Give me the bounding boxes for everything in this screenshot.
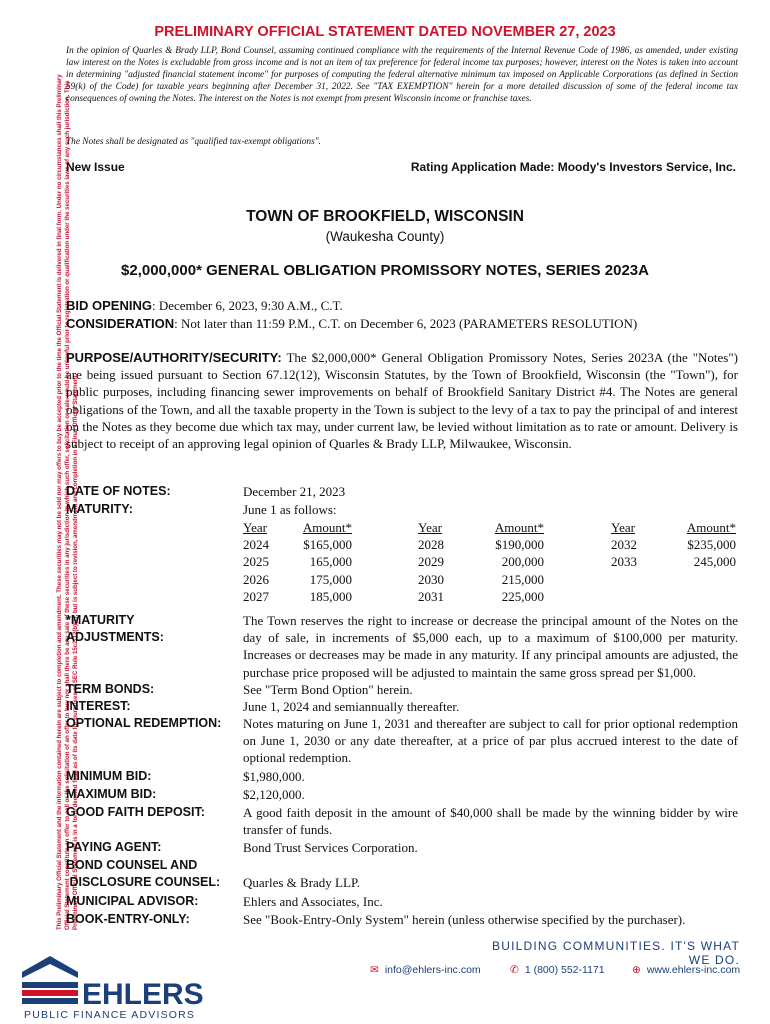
maturity-years-col-3 [611,519,637,571]
paying-agent-label: PAYING AGENT: [66,840,162,854]
globe-icon: ⊕ [632,964,641,976]
amount-header: Amount* [686,520,736,535]
maturity-year: 2026 [243,571,269,587]
issue-title: $2,000,000* GENERAL OBLIGATION PROMISSORY NOTES, SERIES 2023A [121,262,649,279]
optional-redemption-value: Notes maturing on June 1, 2031 and thereafter are subject to call for prior optional redemption on June 1, 2030 or any date thereafter, at a price of par plus accrued interest to the date of optional redemption. [243,716,738,766]
ehlers-logo [14,942,214,1020]
maturity-label: MATURITY: [66,502,133,516]
maturity-year: 2025 [243,554,269,570]
minimum-bid-value: $1,980,000. [243,769,305,784]
maximum-bid-label: MAXIMUM BID: [66,787,157,801]
new-issue-label: New Issue [66,160,125,174]
preliminary-notice-sidebar [4,60,79,930]
maturity-amount: 225,000 [501,588,544,604]
maturity-amount: $190,000 [495,537,544,553]
maturity-amount: 165,000 [309,554,352,570]
logo-subtitle: PUBLIC FINANCE ADVISORS [24,1009,196,1020]
qualified-obligation-note: The Notes shall be designated as "qualified tax-exempt obligations". [66,137,321,147]
logo-roof [22,956,78,978]
maturity-amount: 185,000 [309,588,352,604]
maturity-adjustments-label: *MATURITY ADJUSTMENTS: [66,613,164,645]
tax-opinion [66,45,738,105]
maturity-amounts-col-2 [484,519,544,605]
minimum-bid-label: MINIMUM BID: [66,769,152,783]
logo-wordmark: EHLERS [82,978,204,1011]
maturity-year: 2029 [418,554,444,570]
rating-statement: Rating Application Made: Moody's Investors Service, Inc. [410,160,736,174]
term-bonds-label: TERM BONDS: [66,682,155,696]
book-entry-label: BOOK-ENTRY-ONLY: [66,912,190,926]
purpose-section [66,349,738,452]
amount-header: Amount* [302,520,352,535]
date-of-notes-label: DATE OF NOTES: [66,484,171,498]
phone-text: 1 (800) 552-1171 [524,964,605,976]
bond-counsel-label: BOND COUNSEL AND DISCLOSURE COUNSEL: [66,858,221,890]
maturity-amount: 245,000 [693,554,736,570]
paying-agent-value: Bond Trust Services Corporation. [243,840,418,855]
interest-label: INTEREST: [66,699,131,713]
good-faith-deposit-label: GOOD FAITH DEPOSIT: [66,805,205,819]
footer-website[interactable] [632,964,740,976]
consideration-label: CONSIDERATION [66,316,175,331]
bid-opening-text: : December 6, 2023, 9:30 A.M., C.T. [151,298,343,313]
maturity-years-col-2 [418,519,444,605]
year-header: Year [611,520,635,535]
maturity-amount: 215,000 [501,571,544,587]
bid-opening [66,298,343,314]
maturity-year: 2032 [611,537,637,553]
website-text: www.ehlers-inc.com [646,964,741,976]
maturity-amount: 200,000 [501,554,544,570]
date-of-notes-value: December 21, 2023 [243,484,346,499]
interest-value: June 1, 2024 and semiannually thereafter. [243,699,460,714]
optional-redemption-label: OPTIONAL REDEMPTION: [66,716,222,730]
maturity-year: 2033 [611,554,637,570]
footer-phone[interactable] [510,964,605,976]
maturity-amount: $165,000 [303,537,352,553]
maturity-amount: 175,000 [309,571,352,587]
year-header: Year [418,520,442,535]
book-entry-value: See "Book-Entry-Only System" herein (unless otherwise specified by the purchaser). [243,912,686,927]
maturity-intro: June 1 as follows: [243,502,337,517]
bid-opening-label: BID OPENING [66,298,152,313]
sidebar-notice-text: This Preliminary Official Statement and the information contained herein are subject to completion and amendment. These securities may not be sold nor may offers to buy be accepted prior to the time the Official Statement is delivered in final form. Under no circumstances shall this Preliminary Official Statement constitute an offer to sell or the solicitation of an offer to buy nor shall there be any sale of these securities in any jurisdiction in which such offer, solicitation or sale would be unlawful prior to registration or qualification under the securities laws of any such jurisdiction. This Preliminary Official Statement is in a form deemed final as of its date for purposes of SEC Rule 15c2-12(b)(1), but is subject to revision, amendment and completion in a Final Official Statement. [56,74,79,930]
maturity-amounts-col-3 [676,519,736,571]
maturity-year: 2031 [418,588,444,604]
consideration-text: : Not later than 11:59 P.M., C.T. on December 6, 2023 (PARAMETERS RESOLUTION) [174,316,638,331]
bond-counsel-value: Quarles & Brady LLP. [243,875,360,890]
maturity-adjustments-value: The Town reserves the right to increase or decrease the principal amount of the Notes on the day of sale, in increments of $5,000 each, up to a maximum of $100,000 per maturity. Increases or decreases may be made in any maturity. If any principal amounts are adjusted, the purchase price proposed will be adjusted to maintain the same gross spread per $1,000. [243,613,738,680]
preliminary-banner: PRELIMINARY OFFICIAL STATEMENT DATED NOVEMBER 27, 2023 [154,24,616,40]
purpose-text: The $2,000,000* General Obligation Promissory Notes, Series 2023A (the "Notes") are being issued pursuant to Section 67.12(12), Wisconsin Statutes, by the Town of Brookfield, Wisconsin (the "Town"), for public purposes, including financing sewer improvements on behalf of Brookfield Sanitary District #4. The Notes are general obligations of the Town, and all the taxable property in the Town is subject to the levy of a tax to pay the principal of and interest on the Notes as they become due which tax may, under current law, be levied without limitation as to rate or amount. Delivery is subject to receipt of an approving legal opinion of Quarles & Brady LLP, Milwaukee, Wisconsin. [66,350,738,452]
maturity-year: 2028 [418,537,444,553]
maturity-year: 2030 [418,571,444,587]
phone-icon: ✆ [510,964,519,976]
municipal-advisor-value: Ehlers and Associates, Inc. [243,894,383,909]
tax-opinion-text: In the opinion of Quarles & Brady LLP, Bond Counsel, assuming continued compliance with the requirements of the Internal Revenue Code of 1986, as amended, under existing law interest on the Notes is excludable from gross income and is not an item of tax preference for federal income tax purposes; however, interest on the Notes is taken into account in determining "adjusted financial statement income" for purposes of computing the federal alternative minimum tax imposed on Applicable Corporations (as defined in Section 59(k) of the Code) for taxable years beginning after December 31, 2022. See "TAX EXEMPTION" herein for a more detailed discussion of some of the federal income tax consequences of owning the Notes. The interest on the Notes is not exempt from present Wisconsin income or franchise taxes. [66,46,738,104]
good-faith-deposit-value: A good faith deposit in the amount of $40,000 shall be made by the winning bidder by wire transfer of funds. [243,805,738,838]
municipal-advisor-label: MUNICIPAL ADVISOR: [66,894,199,908]
maturity-amount: $235,000 [687,537,736,553]
maturity-years-col-1 [243,519,269,605]
maturity-year: 2027 [243,588,269,604]
issuer-county: (Waukesha County) [325,229,445,244]
purpose-label: PURPOSE/AUTHORITY/SECURITY: [66,350,282,365]
email-icon: ✉ [370,964,379,976]
maturity-year: 2024 [243,537,269,553]
term-bonds-value: See "Term Bond Option" herein. [243,682,413,697]
year-header: Year [243,520,267,535]
maximum-bid-value: $2,120,000. [243,787,305,802]
consideration [66,316,637,332]
footer-email[interactable] [370,964,481,976]
email-text: info@ehlers-inc.com [384,964,481,976]
issuer-name: TOWN OF BROOKFIELD, WISCONSIN [246,208,524,225]
maturity-amounts-col-1 [292,519,352,605]
footer-tagline: BUILDING COMMUNITIES. IT'S WHAT WE DO. [492,939,740,967]
amount-header: Amount* [494,520,544,535]
